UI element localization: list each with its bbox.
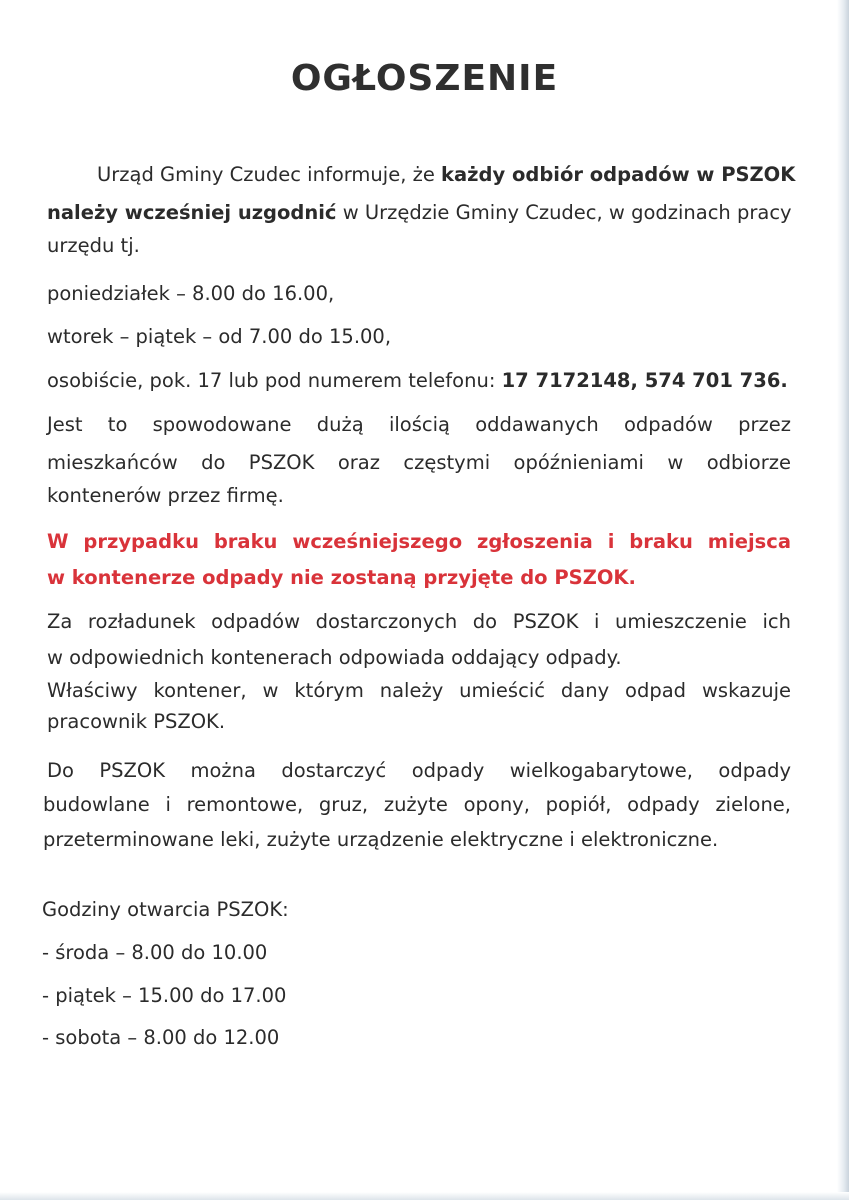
opening-hours-heading: Godziny otwarcia PSZOK: [42, 898, 289, 921]
intro-line-1 [97, 163, 796, 187]
reason-line-1: Jest to spowodowane dużą ilością oddawanych odpadów przez [47, 413, 791, 436]
opening-hours-item: - piątek – 15.00 do 17.00 [42, 984, 287, 1007]
accepted-line-1: Do PSZOK można dostarczyć odpady wielkogabarytowe, odpady [47, 759, 791, 782]
warning-line-2: w kontenerze odpady nie zostaną przyjęte do PSZOK. [47, 566, 636, 589]
page-title: OGŁOSZENIE [290, 58, 559, 99]
scan-edge-bottom [0, 1192, 849, 1200]
opening-hours-item: - środa – 8.00 do 10.00 [42, 941, 268, 964]
intro-line-2 [47, 201, 791, 225]
unloading-line-3: Właściwy kontener, w którym należy umieścić dany odpad wskazuje [47, 679, 791, 702]
unloading-line-2: w odpowiednich kontenerach odpowiada oddający odpady. [47, 646, 622, 669]
contact-line [47, 369, 791, 393]
intro-bold-1: każdy odbiór odpadów w PSZOK [441, 163, 796, 186]
office-hours-weekday-1: poniedziałek – 8.00 do 16.00, [47, 282, 335, 305]
intro-text-2: w Urzędzie Gminy Czudec, w godzinach pracy [336, 201, 792, 224]
accepted-line-3: przeterminowane leki, zużyte urządzenie elektryczne i elektroniczne. [43, 828, 719, 851]
contact-text: osobiście, pok. 17 lub pod numerem telefonu: [47, 369, 502, 392]
intro-bold-2: należy wcześniej uzgodnić [47, 201, 337, 224]
intro-text-1: Urząd Gminy Czudec informuje, że [97, 163, 442, 186]
accepted-line-2: budowlane i remontowe, gruz, zużyte opony, popiół, odpady zielone, [43, 793, 791, 816]
office-hours-weekday-2: wtorek – piątek – od 7.00 do 15.00, [47, 325, 392, 348]
reason-line-3: kontenerów przez firmę. [47, 484, 284, 507]
intro-line-3: urzędu tj. [47, 234, 140, 257]
unloading-line-4: pracownik PSZOK. [47, 710, 226, 733]
opening-hours-item: - sobota – 8.00 do 12.00 [42, 1026, 280, 1049]
reason-line-2: mieszkańców do PSZOK oraz częstymi opóźnieniami w odbiorze [47, 451, 791, 474]
warning-line-1: W przypadku braku wcześniejszego zgłoszenia i braku miejsca [47, 530, 791, 553]
unloading-line-1: Za rozładunek odpadów dostarczonych do PSZOK i umieszczenie ich [47, 610, 791, 633]
scan-edge-right [837, 0, 849, 1200]
contact-phones: 17 7172148, 574 701 736. [501, 369, 788, 392]
